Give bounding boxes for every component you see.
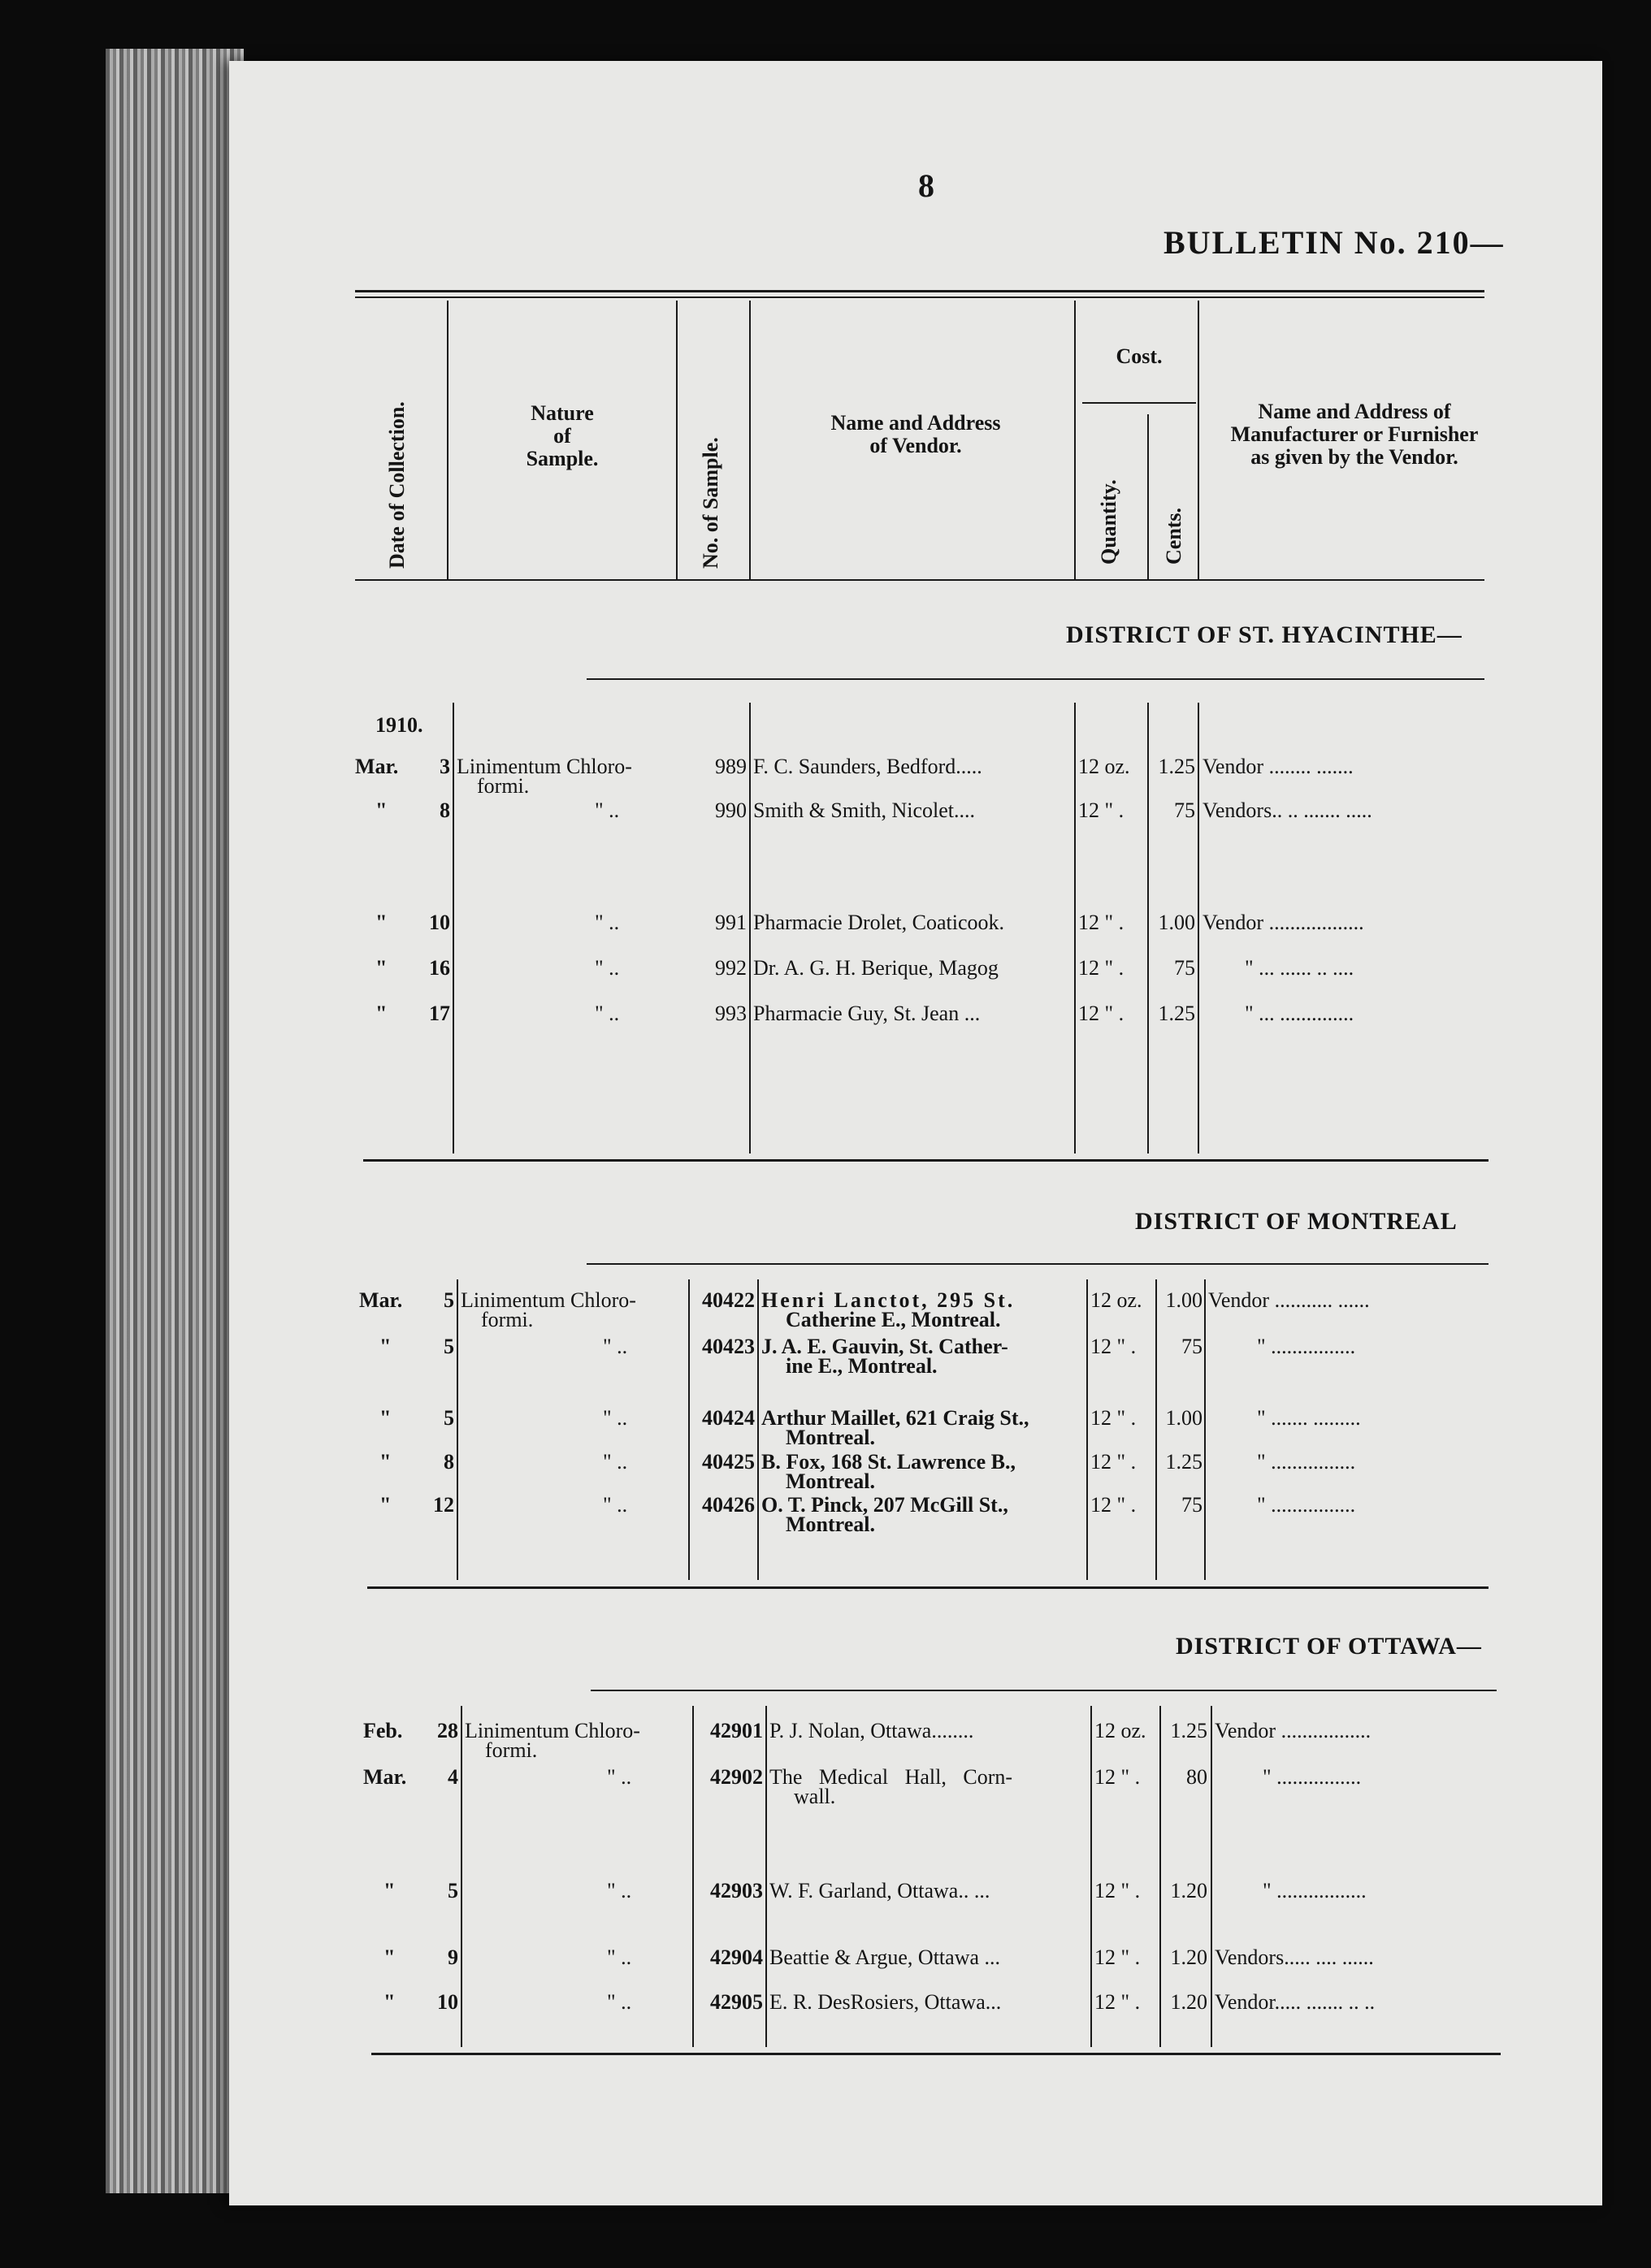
bulletin-title: BULLETIN No. 210— bbox=[1164, 224, 1505, 261]
row-nature: " .. bbox=[603, 1450, 628, 1474]
row-vendor: Smith & Smith, Nicolet.... bbox=[753, 799, 976, 822]
district-rule bbox=[587, 678, 1484, 680]
district-title: DISTRICT OF MONTREAL bbox=[1135, 1208, 1458, 1235]
row-vendor-cont: Catherine E., Montreal. bbox=[786, 1308, 1001, 1331]
column-divider bbox=[1204, 1279, 1206, 1580]
row-quantity: 12 " . bbox=[1094, 1879, 1141, 1902]
row-month: " bbox=[375, 956, 388, 980]
row-month: " bbox=[384, 1879, 396, 1902]
row-sample-no: 990 bbox=[715, 799, 747, 822]
row-manufacturer: " ................ bbox=[1257, 1335, 1356, 1358]
document-page bbox=[229, 61, 1602, 2205]
row-vendor: Henri Lanctot, 295 St. bbox=[761, 1288, 1016, 1312]
header-manufacturer: Name and Address of Manufacturer or Furnisher as given by the Vendor. bbox=[1230, 400, 1479, 469]
header-divider bbox=[676, 301, 678, 579]
row-quantity: 12 " . bbox=[1090, 1450, 1137, 1474]
row-month: " bbox=[379, 1406, 392, 1430]
section-rule bbox=[367, 1586, 1488, 1589]
row-day: 5 bbox=[444, 1406, 454, 1430]
row-manufacturer: Vendor ........ ....... bbox=[1202, 755, 1354, 778]
row-quantity: 12 " . bbox=[1094, 1946, 1141, 1969]
row-manufacturer: Vendor .................. bbox=[1202, 911, 1364, 934]
row-sample-no: 991 bbox=[715, 911, 747, 934]
column-divider bbox=[1211, 1706, 1212, 2047]
header-cents: Cents. bbox=[1162, 507, 1185, 565]
district-title: DISTRICT OF ST. HYACINTHE— bbox=[1066, 621, 1462, 648]
row-month: " bbox=[379, 1450, 392, 1474]
row-quantity: 12 oz. bbox=[1090, 1288, 1142, 1312]
page-number: 8 bbox=[918, 167, 934, 204]
row-nature: Linimentum Chloro- bbox=[465, 1719, 640, 1742]
district-rule bbox=[591, 1690, 1497, 1691]
row-day: 28 bbox=[437, 1719, 458, 1742]
row-manufacturer: " ................. bbox=[1263, 1879, 1367, 1902]
row-cents: 1.00 bbox=[1158, 911, 1195, 934]
row-day: 4 bbox=[448, 1765, 458, 1789]
row-vendor: E. R. DesRosiers, Ottawa... bbox=[769, 1990, 1002, 2014]
row-quantity: 12 " . bbox=[1078, 911, 1124, 934]
row-vendor: Dr. A. G. H. Berique, Magog bbox=[753, 956, 999, 980]
row-vendor-cont: Montreal. bbox=[786, 1426, 875, 1449]
cost-rule bbox=[1082, 402, 1196, 404]
row-day: 3 bbox=[440, 755, 450, 778]
row-vendor: Beattie & Argue, Ottawa ... bbox=[769, 1946, 1001, 1969]
row-manufacturer: Vendor ................. bbox=[1215, 1719, 1372, 1742]
row-nature: " .. bbox=[595, 1002, 620, 1025]
header-vendor: Name and Address of Vendor. bbox=[830, 411, 1001, 457]
row-nature: " .. bbox=[603, 1335, 628, 1358]
row-month: " bbox=[375, 911, 388, 934]
row-cents: 1.25 bbox=[1170, 1719, 1207, 1742]
row-nature: " .. bbox=[595, 956, 620, 980]
row-manufacturer: " ... ...... .. .... bbox=[1245, 956, 1354, 980]
header-bottom-rule bbox=[355, 579, 1484, 581]
row-cents: 75 bbox=[1174, 799, 1195, 822]
row-sample-no: 42903 bbox=[710, 1879, 763, 1902]
row-nature: " .. bbox=[603, 1493, 628, 1517]
row-quantity: 12 " . bbox=[1090, 1493, 1137, 1517]
row-sample-no: 42904 bbox=[710, 1946, 763, 1969]
row-sample-no: 42905 bbox=[710, 1990, 763, 2014]
header-divider bbox=[749, 301, 751, 579]
row-day: 5 bbox=[444, 1335, 454, 1358]
column-divider bbox=[1198, 703, 1199, 1153]
row-manufacturer: " ....... ......... bbox=[1257, 1406, 1361, 1430]
row-sample-no: 40425 bbox=[702, 1450, 755, 1474]
row-vendor: F. C. Saunders, Bedford..... bbox=[753, 755, 982, 778]
row-day: 8 bbox=[440, 799, 450, 822]
header-divider bbox=[1198, 301, 1199, 579]
row-cents: 1.00 bbox=[1165, 1288, 1202, 1312]
row-quantity: 12 oz. bbox=[1094, 1719, 1146, 1742]
row-quantity: 12 " . bbox=[1078, 1002, 1124, 1025]
row-month: " bbox=[384, 1946, 396, 1969]
row-nature: " .. bbox=[607, 1765, 632, 1789]
row-vendor: Pharmacie Drolet, Coaticook. bbox=[753, 911, 1005, 934]
row-day: 10 bbox=[429, 911, 450, 934]
row-day: 5 bbox=[444, 1288, 454, 1312]
column-divider bbox=[461, 1706, 462, 2047]
row-vendor: Pharmacie Guy, St. Jean ... bbox=[753, 1002, 981, 1025]
row-day: 8 bbox=[444, 1450, 454, 1474]
row-manufacturer: Vendor..... ....... .. .. bbox=[1215, 1990, 1376, 2014]
column-divider bbox=[1147, 703, 1149, 1153]
row-sample-no: 42902 bbox=[710, 1765, 763, 1789]
row-manufacturer: " ................ bbox=[1257, 1493, 1356, 1517]
row-day: 5 bbox=[448, 1879, 458, 1902]
row-sample-no: 40426 bbox=[702, 1493, 755, 1517]
row-day: 10 bbox=[437, 1990, 458, 2014]
year-label: 1910. bbox=[375, 713, 423, 737]
row-day: 12 bbox=[433, 1493, 454, 1517]
book-page-edges bbox=[106, 49, 244, 2193]
row-manufacturer: " ................ bbox=[1263, 1765, 1362, 1789]
row-cents: 1.25 bbox=[1158, 755, 1195, 778]
row-cents: 80 bbox=[1186, 1765, 1207, 1789]
row-manufacturer: " ................ bbox=[1257, 1450, 1356, 1474]
row-vendor-cont: Montreal. bbox=[786, 1469, 875, 1493]
row-month: Mar. bbox=[355, 755, 399, 778]
column-divider bbox=[757, 1279, 759, 1580]
row-nature: " .. bbox=[603, 1406, 628, 1430]
row-manufacturer: " ... .............. bbox=[1245, 1002, 1354, 1025]
row-day: 17 bbox=[429, 1002, 450, 1025]
row-nature-cont: formi. bbox=[481, 1308, 534, 1331]
row-nature: " .. bbox=[607, 1879, 632, 1902]
column-divider bbox=[765, 1706, 767, 2047]
row-month: " bbox=[375, 799, 388, 822]
row-nature: " .. bbox=[595, 799, 620, 822]
row-sample-no: 42901 bbox=[710, 1719, 763, 1742]
header-top-rule bbox=[355, 290, 1484, 292]
district-rule bbox=[587, 1263, 1488, 1265]
row-quantity: 12 " . bbox=[1094, 1765, 1141, 1789]
column-divider bbox=[1090, 1706, 1092, 2047]
section-rule bbox=[363, 1159, 1488, 1162]
row-vendor: Arthur Maillet, 621 Craig St., bbox=[761, 1406, 1029, 1430]
row-sample-no: 993 bbox=[715, 1002, 747, 1025]
row-cents: 75 bbox=[1181, 1493, 1202, 1517]
row-vendor: The Medical Hall, Corn- bbox=[769, 1765, 1013, 1789]
header-divider bbox=[447, 301, 448, 579]
row-cents: 1.25 bbox=[1165, 1450, 1202, 1474]
row-sample-no: 40422 bbox=[702, 1288, 755, 1312]
row-month: " bbox=[375, 1002, 388, 1025]
row-manufacturer: Vendors..... .... ...... bbox=[1215, 1946, 1374, 1969]
row-quantity: 12 " . bbox=[1078, 799, 1124, 822]
row-month: Mar. bbox=[363, 1765, 407, 1789]
row-month: " bbox=[379, 1335, 392, 1358]
header-divider bbox=[1074, 301, 1076, 579]
row-nature: " .. bbox=[595, 911, 620, 934]
row-sample-no: 992 bbox=[715, 956, 747, 980]
row-month: Mar. bbox=[359, 1288, 403, 1312]
row-nature: Linimentum Chloro- bbox=[461, 1288, 636, 1312]
column-divider bbox=[1086, 1279, 1088, 1580]
row-month: " bbox=[384, 1990, 396, 2014]
row-quantity: 12 " . bbox=[1090, 1335, 1137, 1358]
header-divider bbox=[1147, 414, 1149, 579]
row-nature: " .. bbox=[607, 1946, 632, 1969]
header-top-rule-2 bbox=[355, 296, 1484, 298]
row-manufacturer: Vendor ........... ...... bbox=[1208, 1288, 1370, 1312]
row-sample-no: 40423 bbox=[702, 1335, 755, 1358]
row-sample-no: 989 bbox=[715, 755, 747, 778]
row-vendor: B. Fox, 168 St. Lawrence B., bbox=[761, 1450, 1016, 1474]
row-vendor: W. F. Garland, Ottawa.. ... bbox=[769, 1879, 990, 1902]
row-cents: 1.00 bbox=[1165, 1406, 1202, 1430]
section-rule bbox=[371, 2053, 1501, 2055]
header-quantity: Quantity. bbox=[1097, 479, 1120, 565]
column-divider bbox=[688, 1279, 690, 1580]
row-vendor-cont: ine E., Montreal. bbox=[786, 1354, 938, 1378]
row-cents: 1.20 bbox=[1170, 1990, 1207, 2014]
row-sample-no: 40424 bbox=[702, 1406, 755, 1430]
column-divider bbox=[1074, 703, 1076, 1153]
column-divider bbox=[749, 703, 751, 1153]
row-nature: Linimentum Chloro- bbox=[457, 755, 632, 778]
row-month: " bbox=[379, 1493, 392, 1517]
row-nature-cont: formi. bbox=[477, 774, 530, 798]
row-month: Feb. bbox=[363, 1719, 403, 1742]
header-date: Date of Collection. bbox=[385, 401, 409, 569]
row-day: 9 bbox=[448, 1946, 458, 1969]
row-quantity: 12 " . bbox=[1090, 1406, 1137, 1430]
row-cents: 75 bbox=[1181, 1335, 1202, 1358]
row-nature-cont: formi. bbox=[485, 1738, 538, 1762]
header-nature: Nature of Sample. bbox=[526, 401, 599, 470]
row-quantity: 12 oz. bbox=[1078, 755, 1130, 778]
row-nature: " .. bbox=[607, 1990, 632, 2014]
district-title: DISTRICT OF OTTAWA— bbox=[1176, 1633, 1482, 1660]
header-cost: Cost. bbox=[1116, 344, 1163, 368]
row-day: 16 bbox=[429, 956, 450, 980]
row-cents: 1.20 bbox=[1170, 1946, 1207, 1969]
row-vendor: J. A. E. Gauvin, St. Cather- bbox=[761, 1335, 1008, 1358]
row-manufacturer: Vendors.. .. ....... ..... bbox=[1202, 799, 1372, 822]
column-divider bbox=[453, 703, 454, 1153]
row-vendor-cont: Montreal. bbox=[786, 1513, 875, 1536]
column-divider bbox=[457, 1279, 458, 1580]
row-quantity: 12 " . bbox=[1094, 1990, 1141, 2014]
row-cents: 1.20 bbox=[1170, 1879, 1207, 1902]
column-divider bbox=[1159, 1706, 1161, 2047]
header-number: No. of Sample. bbox=[699, 437, 722, 569]
row-quantity: 12 " . bbox=[1078, 956, 1124, 980]
row-cents: 75 bbox=[1174, 956, 1195, 980]
row-vendor: P. J. Nolan, Ottawa........ bbox=[769, 1719, 974, 1742]
row-vendor: O. T. Pinck, 207 McGill St., bbox=[761, 1493, 1008, 1517]
column-divider bbox=[1155, 1279, 1157, 1580]
column-divider bbox=[692, 1706, 694, 2047]
row-vendor-cont: wall. bbox=[794, 1785, 836, 1808]
row-cents: 1.25 bbox=[1158, 1002, 1195, 1025]
